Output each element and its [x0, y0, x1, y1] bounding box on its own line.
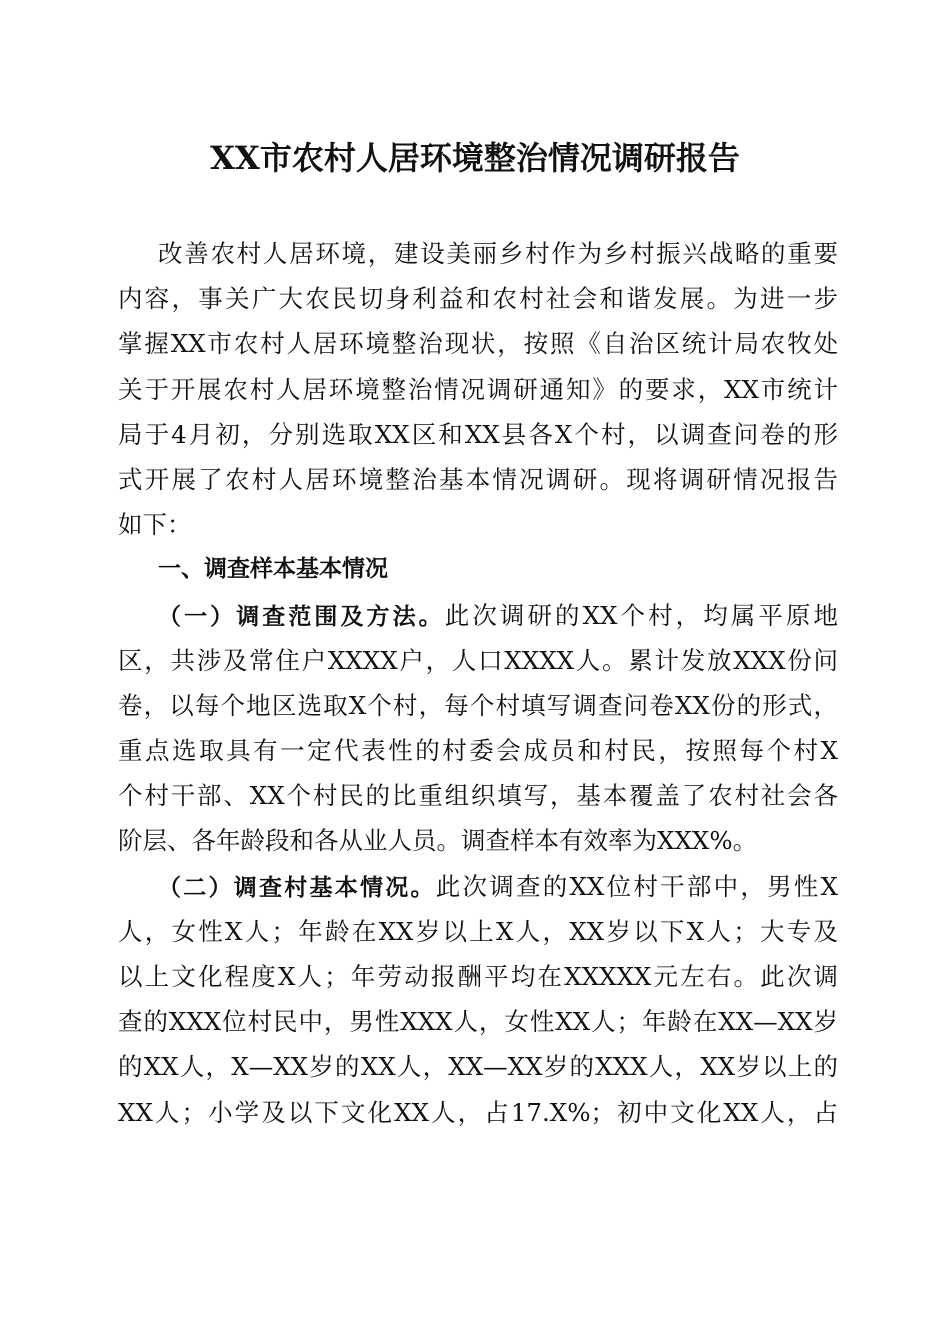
- paragraph-line: 阶层、各年龄段和各从业人员。调查样本有效率为XXX%。: [118, 826, 758, 856]
- paragraph-line: 关于开展农村人居环境整治情况调研通知》的要求，XX市统计: [118, 374, 838, 404]
- paragraph-line: [118, 593, 838, 638]
- paragraph-line: 内容，事关广大农民切身利益和农村社会和谐发展。为进一步: [118, 284, 838, 314]
- paragraph-line: 重点选取具有一定代表性的村委会成员和村民，按照每个村X: [118, 736, 838, 766]
- section-heading: 一、调查样本基本情况: [158, 556, 388, 583]
- paragraph-line: 局于4月初，分别选取XX区和XX县各X个村，以调查问卷的形: [118, 419, 838, 449]
- subsection-label: （一）调查范围及方法。: [158, 603, 445, 630]
- paragraph-line: 人，女性X人；年龄在XX岁以上X人，XX岁以下X人；大专及: [118, 916, 838, 946]
- paragraph-text: 此次调查的XX位村干部中，男性X: [435, 871, 838, 901]
- document-body: [118, 231, 838, 1135]
- paragraph-line: [118, 864, 838, 909]
- paragraph-line: 以上文化程度X人；年劳动报酬平均在XXXXX元左右。此次调: [118, 962, 838, 991]
- paragraph-line: 个村干部、XX个村民的比重组织填写，基本覆盖了农村社会各: [118, 781, 838, 811]
- paragraph-line: 掌握XX市农村人居环境整治现状，按照《自治区统计局农牧处: [118, 329, 838, 359]
- paragraph-line: 式开展了农村人居环境整治基本情况调研。现将调研情况报告: [118, 464, 838, 494]
- paragraph-line: 区，共涉及常住户XXXX户，人口XXXX人。累计发放XXX份问: [118, 645, 838, 675]
- subsection-label: （二）调查村基本情况。: [158, 874, 436, 901]
- paragraph-text: 此次调研的XX个村，均属平原地: [444, 600, 839, 630]
- paragraph-line: 卷，以每个地区选取X个村，每个村填写调查问卷XX份的形式，: [118, 690, 838, 720]
- paragraph-line: 改善农村人居环境，建设美丽乡村作为乡村振兴战略的重要: [158, 239, 838, 268]
- paragraph-line: 的XX人，X—XX岁的XX人，XX—XX岁的XXX人，XX岁以上的: [118, 1052, 838, 1082]
- document-title: XX市农村人居环境整治情况调研报告: [210, 139, 740, 177]
- paragraph-line: 如下：: [118, 510, 192, 540]
- paragraph-line: XX人；小学及以下文化XX人，占17.X%；初中文化XX人，占: [118, 1097, 838, 1127]
- paragraph-line: 查的XXX位村民中，男性XXX人，女性XX人；年龄在XX—XX岁: [118, 1007, 838, 1037]
